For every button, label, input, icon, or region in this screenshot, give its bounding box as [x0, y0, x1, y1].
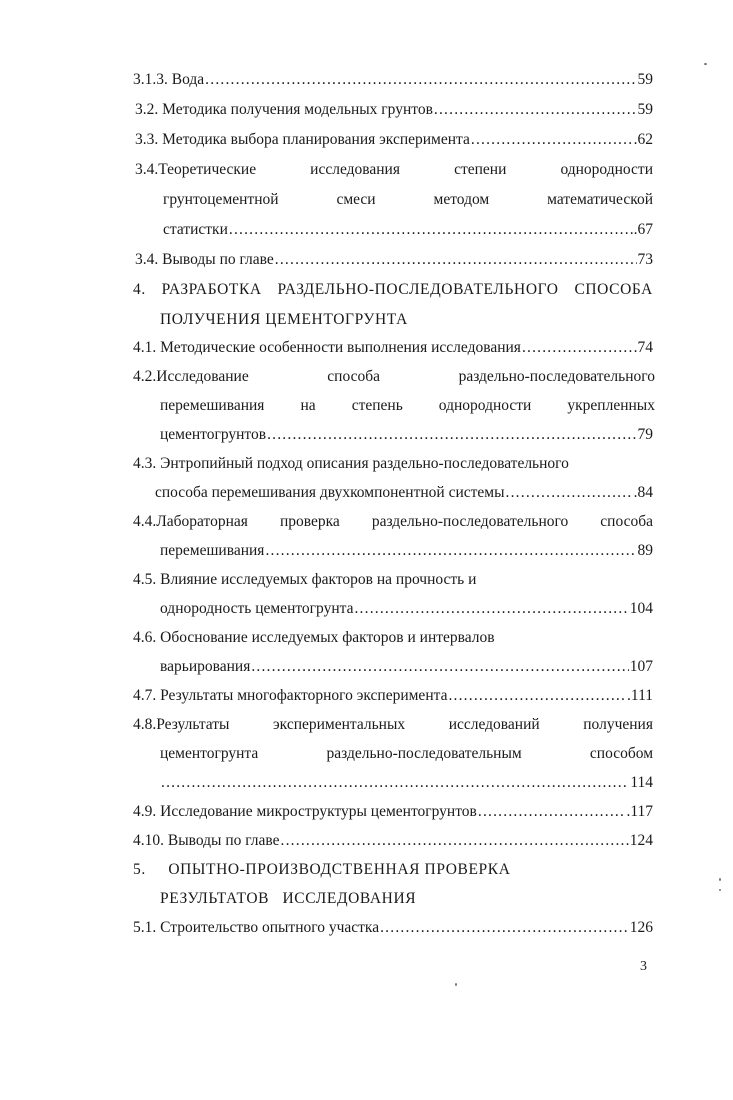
toc-entry-text: цементогрунтов: [160, 426, 267, 443]
chapter-4-heading-line-2[interactable]: ПОЛУЧЕНИЯ ЦЕМЕНТОГРУНТА: [160, 311, 408, 328]
justified-word: раздельно-последовательным: [326, 745, 522, 762]
dot-leader: [471, 130, 633, 150]
toc-entry-3-4-line-1[interactable]: [135, 160, 653, 180]
toc-entry-4-3-line-2[interactable]: [155, 483, 653, 503]
justified-word: РАЗДЕЛЬНО-ПОСЛЕДОВАТЕЛЬНОГО: [277, 281, 559, 298]
toc-entry-4-3-line-1[interactable]: 4.3. Энтропийный подход описания раздельно-последовательного: [133, 455, 569, 472]
scan-speck: [704, 63, 707, 65]
justified-word: РАЗРАБОТКА: [161, 281, 262, 298]
toc-page-number: 59: [637, 71, 653, 88]
chapter-5-heading-line-2[interactable]: РЕЗУЛЬТАТОВ ИССЛЕДОВАНИЯ: [160, 890, 417, 907]
justified-word: методом: [433, 191, 490, 208]
justified-word: 4.2.Исследование: [133, 368, 249, 385]
toc-page-number: .74: [633, 339, 653, 356]
page-number: 3: [640, 959, 647, 974]
toc-page-number: 59: [637, 101, 653, 118]
toc-entry-5-1[interactable]: [133, 918, 653, 938]
justified-word: способа: [600, 513, 653, 530]
justified-word: раздельно-последовательного: [371, 513, 569, 530]
toc-entry-text: 3.4. Выводы по главе: [135, 251, 274, 268]
toc-page-number: .117: [626, 803, 653, 820]
toc-entry-4-5-line-1[interactable]: 4.5. Влияние исследуемых факторов на прочность и: [133, 571, 477, 588]
chapter-title: ОПЫТНО-ПРОИЗВОДСТВЕННАЯ ПРОВЕРКА: [168, 861, 511, 878]
justified-word: 4.: [133, 281, 146, 298]
toc-entry-4-6-line-2[interactable]: [160, 657, 653, 677]
toc-entry-4-10[interactable]: [133, 831, 653, 851]
justified-word: способом: [589, 745, 653, 762]
toc-entry-text: перемешивания: [160, 542, 265, 559]
toc-entry-4-2-line-1[interactable]: [133, 367, 655, 387]
toc-entry-3-4-conclusions[interactable]: [135, 250, 653, 270]
justified-word: экспериментальных: [273, 716, 406, 733]
dot-leader: [522, 338, 633, 358]
dot-leader: [478, 802, 626, 822]
toc-entry-text: однородность цементогрунта: [160, 600, 354, 617]
toc-entry-text: способа перемешивания двухкомпонентной системы: [155, 484, 505, 501]
toc-entry-4-4-line-1[interactable]: [133, 512, 653, 532]
toc-entry-4-2-line-3[interactable]: [160, 425, 653, 445]
toc-entry-4-8-line-1[interactable]: [133, 715, 653, 735]
justified-word: однородности: [438, 397, 532, 414]
scan-speck: [719, 878, 721, 881]
toc-entry-4-8-line-3[interactable]: [160, 773, 653, 793]
toc-entry-text: 4.9. Исследование микроструктуры цементогрунтов: [133, 803, 477, 820]
toc-page-number: .111: [627, 687, 653, 704]
toc-entry-3-3[interactable]: [135, 130, 653, 150]
toc-entry-text: 3.2. Методика получения модельных грунтов: [135, 101, 433, 118]
justified-word: получения: [583, 716, 653, 733]
toc-entry-text: 4.7. Результаты многофакторного эксперимента: [133, 687, 448, 704]
justified-word: цементогрунта: [160, 745, 259, 762]
justified-word: перемешивания: [160, 397, 265, 414]
justified-word: 3.4.Теоретические: [135, 161, 257, 178]
toc-page-number: 89: [637, 542, 653, 559]
justified-word: укрепленных: [567, 397, 655, 414]
toc-page-number: 73: [637, 251, 653, 268]
justified-word: исследований: [448, 716, 540, 733]
toc-page-number: .67: [633, 221, 653, 238]
toc-entry-4-4-line-2[interactable]: [160, 541, 653, 561]
toc-page-number: .84: [633, 484, 653, 501]
dot-leader: [506, 483, 633, 503]
dot-leader: [161, 773, 629, 793]
scan-speck: [455, 983, 457, 986]
justified-word: способа: [327, 368, 380, 385]
toc-entry-text: варьирования: [160, 658, 251, 675]
justified-word: степени: [454, 161, 507, 178]
dot-leader: [229, 220, 633, 240]
dot-leader: [380, 918, 629, 938]
justified-word: проверка: [279, 513, 340, 530]
toc-entry-text: 3.1.3. Вода: [133, 71, 205, 88]
chapter-number: 5.: [133, 861, 146, 878]
toc-page-number: .62: [633, 131, 653, 148]
dot-leader: [448, 686, 626, 706]
justified-word: 4.8.Результаты: [133, 716, 230, 733]
toc-entry-4-5-line-2[interactable]: [160, 599, 653, 619]
toc-entry-text: 3.3. Методика выбора планирования эксперимента: [135, 131, 470, 148]
dot-leader: [267, 425, 636, 445]
dot-leader: [251, 657, 628, 677]
toc-entry-text: 4.10. Выводы по главе: [133, 832, 280, 849]
justified-word: на: [300, 397, 316, 414]
toc-entry-4-2-line-2[interactable]: [160, 396, 655, 416]
justified-word: однородности: [560, 161, 653, 178]
dot-leader: [205, 70, 636, 90]
justified-word: степень: [351, 397, 403, 414]
justified-word: смеси: [336, 191, 376, 208]
toc-page-number: 107: [629, 658, 653, 675]
justified-word: грунтоцементной: [163, 191, 279, 208]
justified-word: исследования: [310, 161, 400, 178]
scan-speck: [719, 889, 721, 891]
dot-leader: [354, 599, 628, 619]
justified-word: математической: [547, 191, 653, 208]
toc-entry-text: 5.1. Строительство опытного участка: [133, 919, 380, 936]
justified-word: раздельно-последовательного: [458, 368, 655, 385]
chapter-4-heading-line-1[interactable]: [133, 280, 653, 300]
chapter-5-heading-line-1[interactable]: [133, 860, 510, 880]
toc-entry-3-4-line-3[interactable]: [163, 220, 653, 240]
toc-entry-text: статистки: [163, 221, 228, 238]
justified-word: 4.4.Лабораторная: [133, 513, 248, 530]
toc-entry-4-8-line-2[interactable]: [160, 744, 653, 764]
dot-leader: [434, 100, 637, 120]
dot-leader: [265, 541, 636, 561]
toc-entry-4-7[interactable]: [133, 686, 653, 706]
dot-leader: [281, 831, 629, 851]
toc-entry-3-2[interactable]: [135, 100, 653, 120]
toc-page-number: 79: [637, 426, 653, 443]
toc-entry-4-9[interactable]: [133, 802, 653, 822]
toc-entry-3-4-line-2[interactable]: [163, 190, 653, 210]
toc-page-number: 114: [630, 774, 653, 791]
toc-page-number: 124: [629, 832, 653, 849]
toc-page-number: 104: [629, 600, 653, 617]
toc-entry-3-1-3[interactable]: [133, 70, 653, 90]
toc-entry-4-1[interactable]: [133, 338, 653, 358]
toc-page-number: 126: [629, 919, 653, 936]
dot-leader: [275, 250, 637, 270]
toc-entry-4-6-line-1[interactable]: 4.6. Обоснование исследуемых факторов и интервалов: [133, 629, 495, 646]
justified-word: СПОСОБА: [574, 281, 653, 298]
toc-entry-text: 4.1. Методические особенности выполнения исследования: [133, 339, 521, 356]
